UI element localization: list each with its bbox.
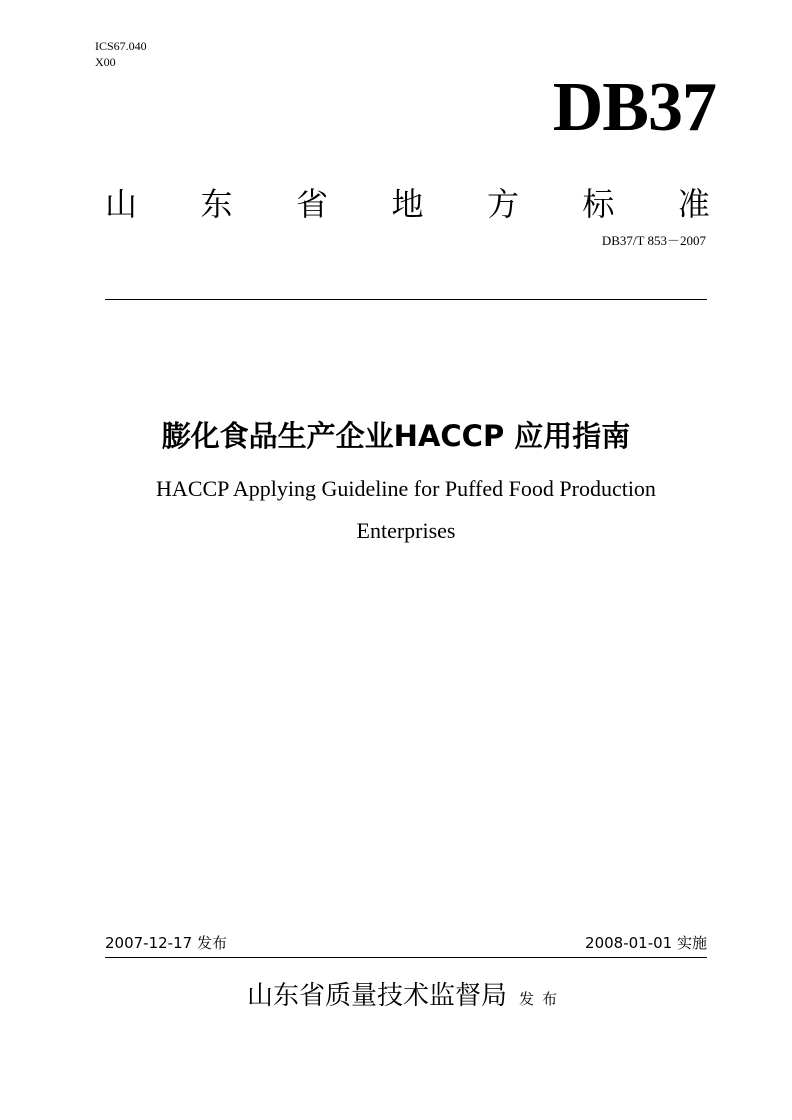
heading-char: 东 <box>200 185 233 223</box>
title-english <box>0 471 792 549</box>
title-english-line-2: Enterprises <box>356 518 456 543</box>
heading-char: 标 <box>582 185 615 223</box>
standard-number: DB37/T 853－2007 <box>601 233 706 248</box>
issue-date: 2007-12-17 发布 <box>105 934 227 952</box>
ccs-code: X00 <box>95 55 116 69</box>
ics-code: ICS67.040 <box>95 39 147 53</box>
heading-char: 省 <box>295 185 328 223</box>
heading-char: 准 <box>677 185 710 223</box>
classification-block <box>95 38 147 70</box>
province-standard-heading <box>105 183 710 225</box>
heading-char: 方 <box>486 185 519 223</box>
issuer-line <box>0 976 792 1019</box>
standard-code: DB37 <box>552 69 716 146</box>
top-divider <box>105 299 707 300</box>
title-english-line-1: HACCP Applying Guideline for Puffed Food Production <box>156 476 656 501</box>
issuing-authority: 山东省质量技术监督局 <box>246 981 507 1011</box>
implementation-date: 2008-01-01 实施 <box>585 934 707 952</box>
bottom-divider <box>105 957 707 958</box>
heading-char: 山 <box>105 185 138 223</box>
heading-char: 地 <box>391 185 424 223</box>
date-row <box>105 932 707 954</box>
issue-action: 发布 <box>519 990 566 1008</box>
title-chinese: 膨化食品生产企业HACCP 应用指南 <box>161 419 631 453</box>
